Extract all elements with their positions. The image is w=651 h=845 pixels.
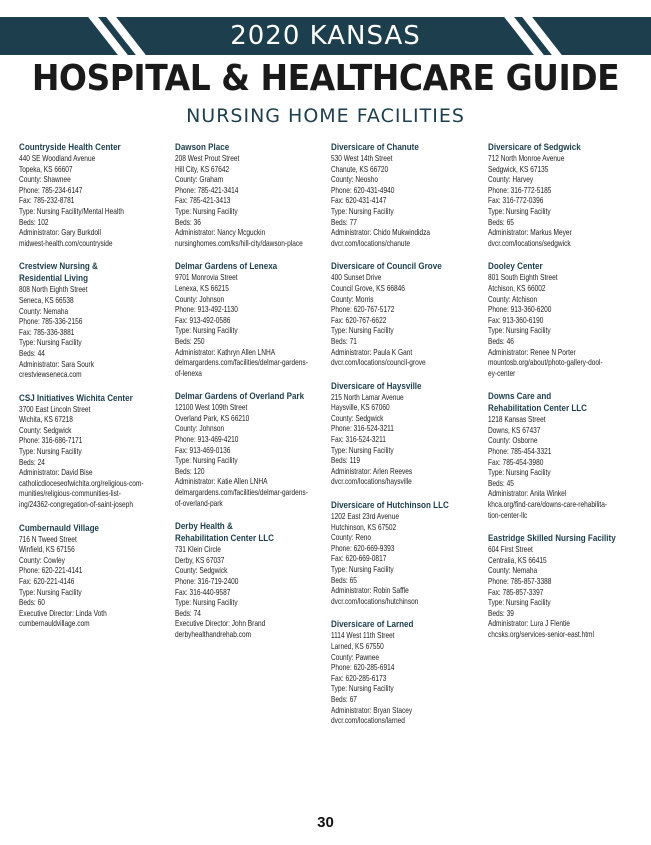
facility-entry — [331, 499, 481, 607]
facility-detail-line: Fax: 913-492-0586 — [175, 315, 231, 325]
facility-detail-line: County: Sedgwick — [19, 425, 72, 435]
facility-detail-line: Type: Nursing Facility — [488, 206, 551, 216]
facility-detail-line: Phone: 785-336-2156 — [19, 317, 83, 327]
facility-detail-line: Phone: 785-234-6147 — [19, 185, 83, 195]
facility-name: Crestview Nursing & Residential Living — [19, 260, 98, 284]
facility-detail-line: 1202 East 23rd Avenue — [331, 512, 399, 522]
facility-detail-line: dvcr.com/locations/haysville — [331, 477, 412, 487]
facility-detail-line: 400 Sunset Drive — [331, 273, 382, 283]
facility-detail-line: Phone: 620-221-4141 — [19, 566, 83, 576]
facility-detail-line: Larned, KS 67550 — [331, 641, 384, 651]
facility-detail-line: Fax: 620-431-4147 — [331, 196, 387, 206]
facility-detail-line: Overland Park, KS 66210 — [175, 413, 250, 423]
facility-detail-line: Administrator: Robin Saffle — [331, 586, 409, 596]
facility-detail-line: Phone: 620-669-9393 — [331, 543, 395, 553]
facility-detail-line: Fax: 316-772-0396 — [488, 196, 544, 206]
facility-entry — [175, 390, 325, 509]
facility-detail-line: delmargardens.com/facilities/delmar-gardens- — [175, 358, 308, 368]
facility-detail-line: Type: Nursing Facility/Mental Health — [19, 206, 124, 216]
facility-detail-line: Beds: 65 — [488, 217, 514, 227]
facility-name: CSJ Initiatives Wichita Center — [19, 391, 133, 403]
facility-detail-line: 215 North Lamar Avenue — [331, 392, 404, 402]
facility-detail-line: of-lenexa — [175, 368, 202, 378]
facility-detail-line: Administrator: Katie Allen LNHA — [175, 477, 268, 487]
facility-detail-line: 208 West Prout Street — [175, 154, 240, 163]
facility-detail-line: 731 Klein Circle — [175, 545, 221, 555]
facility-detail-line: cumbernauldvillage.com — [19, 619, 90, 629]
facility-detail-line: Administrator: Kathryn Allen LNHA — [175, 347, 276, 357]
listing-column-3 — [331, 141, 481, 738]
facility-detail-line: Fax: 913-469-0136 — [175, 445, 231, 455]
listing-column-1 — [19, 141, 169, 641]
facility-detail-line: 801 South Eighth Street — [488, 273, 558, 283]
facility-detail-line: 12100 West 109th Street — [175, 403, 248, 413]
facility-detail-line: nursinghomes.com/ks/hill-city/dawson-place — [175, 238, 303, 248]
facility-detail-line: Atchison, KS 66002 — [488, 283, 546, 293]
facility-detail-line: Phone: 785-454-3321 — [488, 447, 552, 457]
facility-detail-line: khca.org/find-care/downs-care-rehabilita- — [488, 500, 608, 510]
facility-detail-line: County: Harvey — [488, 175, 534, 185]
facility-detail-line: County: Johnson — [175, 424, 225, 434]
facility-detail-line: Administrator: Anita Winkel — [488, 489, 567, 499]
facility-name: Dooley Center — [488, 260, 543, 272]
facility-detail-line: tion-center-llc — [488, 510, 528, 520]
facility-detail-line: Fax: 785-421-3413 — [175, 196, 231, 206]
facility-name: Delmar Gardens of Overland Park — [175, 390, 305, 402]
facility-detail-line: Phone: 913-492-1130 — [175, 305, 238, 315]
facility-detail-line: mountosb.org/about/photo-gallery-dool- — [488, 358, 603, 368]
facility-detail-line: derbyhealthandrehab.com — [175, 629, 252, 639]
facility-detail-line: Beds: 119 — [331, 456, 361, 466]
facility-detail-line: 9701 Monrovia Street — [175, 273, 238, 283]
facility-detail-line: 1218 Kansas Street — [488, 415, 546, 425]
facility-detail-line: dvcr.com/locations/council-grove — [331, 358, 426, 368]
facility-detail-line: Phone: 316-719-2400 — [175, 577, 239, 586]
facility-detail-line: Type: Nursing Facility — [175, 456, 238, 466]
facility-detail-line: County: Pawnee — [331, 652, 380, 662]
facility-detail-line: dvcr.com/locations/larned — [331, 716, 405, 726]
facility-detail-line: Beds: 46 — [488, 336, 514, 346]
facility-name: Eastridge Skilled Nursing Facility — [488, 532, 616, 544]
facility-name: Diversicare of Council Grove — [331, 260, 442, 272]
facility-detail-line: Phone: 620-285-6914 — [331, 663, 395, 673]
facility-detail-line: Phone: 620-431-4940 — [331, 185, 395, 195]
facility-entry — [488, 390, 638, 521]
facility-detail-line: Administrator: Paula K Gant — [331, 347, 413, 357]
facility-detail-line: County: Graham — [175, 175, 224, 185]
facility-detail-line: Fax: 785-857-3397 — [488, 587, 544, 597]
facility-entry — [331, 260, 481, 368]
facility-detail-line: crestviewseneca.com — [19, 370, 82, 380]
facility-detail-line: Fax: 620-767-6622 — [331, 315, 387, 325]
facility-detail-line: County: Shawnee — [19, 175, 71, 185]
facility-detail-line: Administrator: David Bise — [19, 468, 93, 478]
facility-detail-line: Beds: 65 — [331, 575, 357, 585]
facility-entry — [488, 260, 638, 379]
facility-detail-line: Administrator: Gary Burkdoll — [19, 228, 101, 238]
facility-detail-line: Phone: 913-360-6200 — [488, 305, 552, 315]
facility-detail-line: Beds: 24 — [19, 457, 45, 467]
facility-entry — [488, 141, 638, 249]
facility-detail-line: 604 First Street — [488, 545, 533, 555]
facility-detail-line: County: Sedgwick — [175, 566, 228, 576]
facility-detail-line: Beds: 74 — [175, 608, 201, 618]
facility-detail-line: Fax: 620-669-0817 — [331, 554, 387, 564]
facility-detail-line: Type: Nursing Facility — [19, 447, 82, 457]
facility-detail-line: Sedgwick, KS 67135 — [488, 164, 549, 174]
facility-detail-line: Type: Nursing Facility — [488, 468, 551, 478]
facility-detail-line: Phone: 913-469-4210 — [175, 435, 239, 445]
facility-name: Countryside Health Center — [19, 141, 121, 152]
facility-name: Diversicare of Larned — [331, 618, 414, 630]
facility-detail-line: Administrator: Arlen Reeves — [331, 466, 413, 476]
facility-detail-line: Beds: 39 — [488, 608, 514, 618]
facility-detail-line: catholicdioceseofwichita.org/religious-com- — [19, 478, 144, 488]
facility-detail-line: Type: Nursing Facility — [331, 326, 394, 336]
facility-detail-line: Hill City, KS 67642 — [175, 164, 230, 174]
facility-detail-line: Wichita, KS 67218 — [19, 415, 73, 425]
facility-detail-line: Council Grove, KS 66846 — [331, 283, 405, 293]
facility-detail-line: Beds: 250 — [175, 336, 205, 346]
facility-name: Derby Health & Rehabilitation Center LLC — [175, 520, 274, 544]
facility-detail-line: 3700 East Lincoln Street — [19, 404, 91, 414]
facility-entry — [19, 141, 169, 249]
facility-detail-line: Beds: 44 — [19, 348, 45, 358]
facility-detail-line: 808 North Eighth Street — [19, 285, 88, 295]
facility-name: Diversicare of Hutchinson LLC — [331, 499, 449, 511]
facility-detail-line: 530 West 14th Street — [331, 154, 393, 163]
facility-entry — [331, 141, 481, 249]
facility-detail-line: Administrator: Sara Sourk — [19, 359, 94, 369]
facility-detail-line: Administrator: Renee N Porter — [488, 347, 576, 357]
facility-detail-line: 716 N Tweed Street — [19, 534, 77, 544]
facility-detail-line: Topeka, KS 66607 — [19, 164, 73, 174]
facility-detail-line: Beds: 60 — [19, 598, 45, 608]
facility-detail-line: Derby, KS 67037 — [175, 555, 225, 565]
facility-detail-line: Administrator: Lura J Flentie — [488, 619, 570, 629]
facility-name: Cumbernauld Village — [19, 521, 100, 533]
facility-detail-line: 440 SE Woodland Avenue — [19, 154, 96, 163]
facility-detail-line: Fax: 785-336-3881 — [19, 327, 75, 337]
facility-detail-line: County: Neosho — [331, 175, 378, 185]
listing-column-4 — [488, 141, 638, 652]
facility-detail-line: Fax: 316-524-3211 — [331, 435, 386, 445]
facility-detail-line: Winfield, KS 67156 — [19, 545, 75, 555]
facility-detail-line: County: Sedgwick — [331, 413, 384, 423]
facility-detail-line: Beds: 102 — [19, 217, 49, 227]
facility-detail-line: Administrator: Markus Meyer — [488, 228, 572, 238]
facility-detail-line: Centralia, KS 66415 — [488, 555, 547, 565]
banner-title: 2020 KANSAS — [230, 21, 421, 51]
facility-detail-line: Administrator: Nancy Mcguckin — [175, 228, 266, 238]
facility-detail-line: Fax: 620-285-6173 — [331, 673, 387, 683]
facility-detail-line: Fax: 913-360-6190 — [488, 315, 544, 325]
facility-detail-line: Phone: 785-857-3388 — [488, 577, 552, 586]
facility-detail-line: Fax: 620-221-4146 — [19, 577, 75, 586]
facility-name: Diversicare of Chanute — [331, 141, 419, 152]
facility-name: Dawson Place — [175, 141, 230, 152]
facility-detail-line: Executive Director: John Brand — [175, 619, 266, 629]
facility-detail-line: Seneca, KS 66538 — [19, 295, 74, 305]
facility-detail-line: Beds: 71 — [331, 336, 357, 346]
facility-detail-line: dvcr.com/locations/sedgwick — [488, 238, 571, 248]
facility-detail-line: County: Nemaha — [488, 566, 538, 576]
facility-detail-line: Type: Nursing Facility — [175, 206, 238, 216]
facility-detail-line: Executive Director: Linda Voth — [19, 608, 107, 618]
facility-entry — [488, 532, 638, 640]
page-number: 30 — [317, 814, 334, 831]
facility-entry — [175, 520, 325, 640]
facility-detail-line: Beds: 120 — [175, 466, 205, 476]
facility-name: Diversicare of Haysville — [331, 379, 422, 391]
facility-entry — [19, 392, 169, 511]
facility-name: Downs Care and Rehabilitation Center LLC — [488, 390, 587, 414]
facility-entry — [19, 522, 169, 630]
facility-detail-line: Phone: 785-421-3414 — [175, 185, 239, 195]
facility-detail-line: 1114 West 11th Street — [331, 631, 395, 641]
section-subtitle: NURSING HOME FACILITIES — [186, 105, 465, 127]
facility-detail-line: Type: Nursing Facility — [331, 565, 394, 574]
facility-entry — [331, 618, 481, 726]
facility-detail-line: County: Johnson — [175, 294, 225, 304]
facility-detail-line: Type: Nursing Facility — [488, 326, 551, 336]
facility-name: Delmar Gardens of Lenexa — [175, 260, 278, 272]
facility-detail-line: Phone: 316-772-5185 — [488, 185, 552, 195]
facility-detail-line: Lenexa, KS 66215 — [175, 283, 229, 293]
facility-detail-line: County: Morris — [331, 294, 374, 304]
facility-detail-line: County: Cowley — [19, 555, 65, 565]
facility-detail-line: Type: Nursing Facility — [331, 445, 394, 455]
listing-column-2 — [175, 141, 325, 652]
facility-detail-line: Type: Nursing Facility — [331, 206, 394, 216]
facility-detail-line: County: Atchison — [488, 294, 538, 304]
facility-detail-line: Phone: 316-686-7171 — [19, 436, 83, 446]
facility-detail-line: Beds: 67 — [331, 694, 357, 704]
facility-detail-line: Beds: 45 — [488, 478, 514, 488]
facility-detail-line: Type: Nursing Facility — [488, 598, 551, 608]
facility-detail-line: Fax: 785-454-3980 — [488, 457, 544, 467]
facility-detail-line: munities/religious-communities-list- — [19, 489, 121, 499]
facility-detail-line: ey-center — [488, 368, 516, 378]
facility-detail-line: Fax: 316-440-9587 — [175, 587, 231, 597]
facility-detail-line: Chanute, KS 66720 — [331, 164, 389, 174]
facility-detail-line: midwest-health.com/countryside — [19, 238, 113, 248]
facility-detail-line: Haysville, KS 67060 — [331, 403, 390, 413]
facility-detail-line: Hutchinson, KS 67502 — [331, 522, 397, 532]
facility-detail-line: Beds: 36 — [175, 217, 201, 227]
facility-detail-line: Type: Nursing Facility — [175, 598, 238, 608]
facility-detail-line: of-overland-park — [175, 498, 223, 508]
facility-entry — [331, 380, 481, 488]
facility-detail-line: County: Osborne — [488, 436, 538, 446]
facility-detail-line: Downs, KS 67437 — [488, 425, 541, 435]
facility-detail-line: Phone: 316-524-3211 — [331, 424, 394, 434]
page-title: HOSPITAL & HEALTHCARE GUIDE — [31, 56, 620, 99]
facility-detail-line: Phone: 620-767-5172 — [331, 305, 395, 315]
facility-entry — [175, 141, 325, 249]
facility-detail-line: Beds: 77 — [331, 217, 357, 227]
facility-detail-line: 712 North Monroe Avenue — [488, 154, 565, 163]
facility-detail-line: dvcr.com/locations/chanute — [331, 238, 411, 248]
facility-detail-line: County: Nemaha — [19, 306, 69, 316]
facility-detail-line: ing/24362-congregation-of-saint-joseph — [19, 500, 133, 510]
facility-detail-line: Type: Nursing Facility — [175, 326, 238, 336]
facility-detail-line: Administrator: Bryan Stacey — [331, 705, 413, 715]
facility-detail-line: dvcr.com/locations/hutchinson — [331, 596, 419, 606]
facility-detail-line: Fax: 785-232-8781 — [19, 196, 75, 206]
facility-detail-line: delmargardens.com/facilities/delmar-gardens- — [175, 488, 308, 498]
facility-name: Diversicare of Sedgwick — [488, 141, 581, 152]
facility-entry — [19, 260, 169, 380]
facility-detail-line: chcsks.org/services-senior-east.html — [488, 629, 594, 639]
facility-detail-line: County: Reno — [331, 533, 372, 543]
facility-entry — [175, 260, 325, 379]
facility-detail-line: Administrator: Chido Mukwindidza — [331, 228, 431, 238]
facility-detail-line: Type: Nursing Facility — [331, 684, 394, 694]
facility-detail-line: Type: Nursing Facility — [19, 587, 82, 597]
facility-detail-line: Type: Nursing Facility — [19, 338, 82, 348]
